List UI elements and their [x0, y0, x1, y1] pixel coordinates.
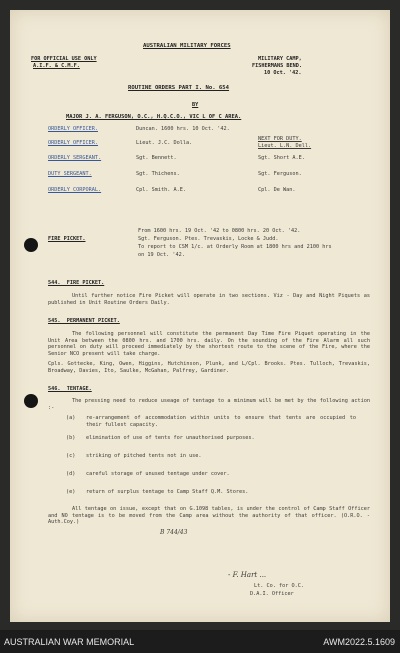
header-date: 10 Oct. '42.	[264, 70, 302, 76]
fire-picket-line: To report to CSM 1/c. at Orderly Room at 1800 hrs and 2100 hrs	[138, 244, 332, 250]
tentage-item-mark: (c)	[66, 453, 76, 459]
footer-accession-number: AWM2022.5.1609	[323, 637, 395, 647]
duty-label: ORDERLY OFFICER.	[48, 140, 98, 146]
document-page	[10, 10, 390, 622]
section-546-closing: All tentage on issue, except that on G.1098 tables, is under the control of Camp Staff Officer and NO tentage is to be moved from the Camp area without the authority of that officer. (O.R.O. - Auth.Coy.)	[48, 506, 370, 526]
tentage-item-text: striking of pitched tents not in use.	[86, 453, 202, 459]
header-organisation: AUSTRALIAN MILITARY FORCES	[143, 43, 231, 49]
tentage-item-mark: (b)	[66, 435, 76, 441]
footer-institution: AUSTRALIAN WAR MEMORIAL	[4, 637, 135, 647]
section-545-heading: 545. PERMANENT PICKET.	[48, 318, 120, 324]
duty-value: Sgt. Thichens.	[136, 171, 180, 177]
handwritten-reference: B 744/43	[160, 529, 188, 536]
duty-value: Duncan. 1600 hrs. 10 Oct. '42.	[136, 126, 230, 132]
punch-hole	[24, 238, 38, 252]
signature-title: D.A.I. Officer	[250, 591, 294, 597]
signature-scrawl: - F. Hart ...	[228, 571, 269, 579]
duty-label: DUTY SERGEANT.	[48, 171, 92, 177]
tentage-item-text: careful storage of unused tentage under cover.	[86, 471, 230, 477]
next-for-duty: NEXT FOR DUTY. Lieut. L.N. Dell.	[258, 136, 312, 149]
fire-picket-line: From 1600 hrs. 19 Oct. '42 to 0800 hrs. 20 Oct. '42.	[138, 228, 301, 234]
duty-value: Cpl. Smith. A.E.	[136, 187, 186, 193]
section-544-text: Until further notice Fire Picket will operate in two sections. Viz - Day and Night Piquets as published in Unit Routine Orders Daily.	[48, 293, 370, 306]
signature-line: Lt. Co. for O.C.	[254, 583, 304, 589]
tentage-item-mark: (a)	[66, 415, 76, 421]
tentage-item-mark: (e)	[66, 489, 76, 495]
fire-picket-line: on 19 Oct. '42.	[138, 252, 185, 258]
commanding-officer: MAJOR J. A. FERGUSON, O.C., H.Q.C.O., VIC L OF C AREA.	[66, 114, 242, 120]
duty-label: ORDERLY CORPORAL.	[48, 187, 102, 193]
tentage-item-text: elimination of use of tents for unauthorised purposes.	[86, 435, 255, 441]
archive-footer	[0, 630, 400, 653]
section-546-intro: The pressing need to reduce useage of tentage to a minimum will be met by the following action :-	[48, 398, 370, 411]
header-location-2: FISHERMANS BEND.	[252, 63, 302, 69]
tentage-item-mark: (d)	[66, 471, 76, 477]
header-security-label: FOR OFFICIAL USE ONLY	[31, 56, 97, 62]
orders-title: ROUTINE ORDERS PART I. No. 654	[128, 85, 230, 91]
tentage-item-text: return of surplus tentage to Camp Staff Q.M. Stores.	[86, 489, 249, 495]
section-545-names: Cpls. Gottecke, King, Owen, Higgins, Hutchinson, Plunk, and L/Cpl. Brooks. Ptes. Tulloch, Trevaskis, Broadway, Davies, Ito, Saulke, McGahan, Palfrey, Gardiner.	[48, 361, 370, 374]
next-duty-value: Sgt. Ferguson.	[258, 171, 302, 177]
orders-by: BY	[192, 102, 199, 108]
duty-value: Sgt. Bennett.	[136, 155, 177, 161]
punch-hole	[24, 394, 38, 408]
next-duty-value: Cpl. De Wan.	[258, 187, 296, 193]
duty-value: Lieut. J.C. Dolla.	[136, 140, 193, 146]
tentage-item-text: re-arrangement of accommodation within units to ensure that tents are occupied to their fullest capacity.	[86, 415, 356, 428]
duty-label: ORDERLY OFFICER.	[48, 126, 98, 132]
fire-picket-line: Sgt. Ferguson. Ptes. Trevaskis, Locke & Judd.	[138, 236, 279, 242]
fire-picket-label: FIRE PICKET.	[48, 236, 86, 242]
section-544-heading: 544. FIRE PICKET.	[48, 280, 105, 286]
header-force-label: A.I.F. & C.M.F.	[33, 63, 80, 69]
section-546-heading: 546. TENTAGE.	[48, 386, 92, 392]
duty-label: ORDERLY SERGEANT.	[48, 155, 102, 161]
section-545-text: The following personnel will constitute the permanent Day Time Fire Piquet operating in the Unit Area between the 0800 hrs. and 1700 hrs. daily. On the sounding of the Fire Alarm all such personnel on duty will proceed immediately by the shortest route to the scene of the Fire, where the Senior NCO present will take charge.	[48, 331, 370, 357]
next-duty-value: Sgt. Short A.E.	[258, 155, 305, 161]
header-location: MILITARY CAMP,	[258, 56, 302, 62]
